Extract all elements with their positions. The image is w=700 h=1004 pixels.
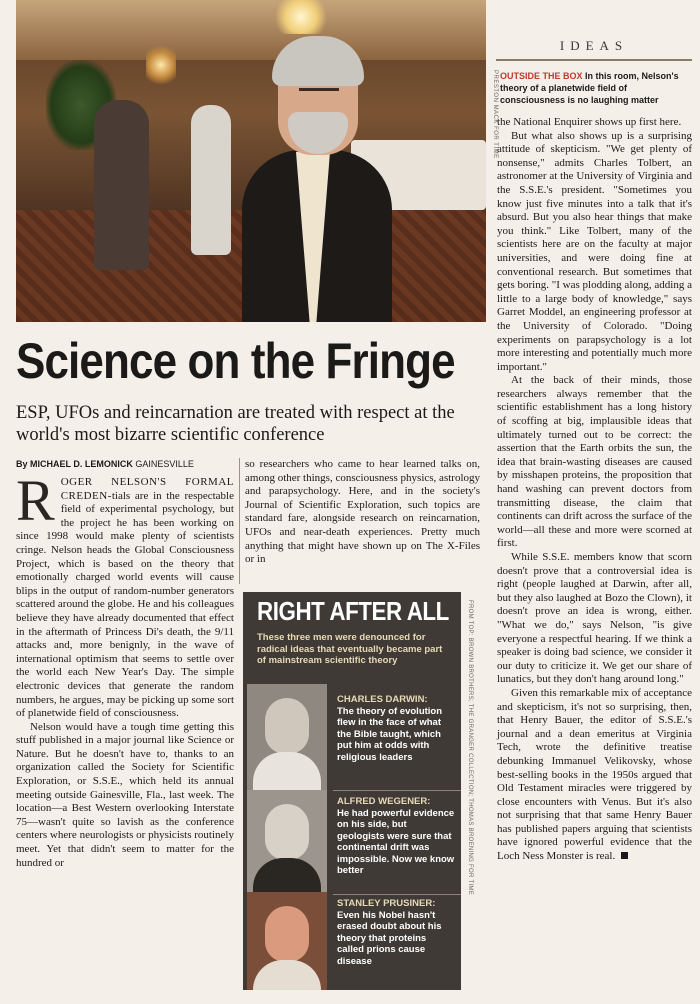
sidebar-person-text <box>337 694 455 763</box>
prusiner-portrait <box>247 892 327 990</box>
sidebar-intro: These three men were denounced for radical ideas that eventually became part of mainstream scientific theory <box>257 632 443 666</box>
wegener-portrait <box>247 790 327 898</box>
section-label: IDEAS <box>559 38 629 53</box>
dek: ESP, UFOs and reincarnation are treated with respect at the world's most bizarre scientific conference <box>16 403 455 445</box>
end-mark <box>621 852 628 859</box>
paragraph: At the back of their minds, those researchers always remember that the scientific establishment has a long history of scoffing at big, implausible ideas that ultimately turned out to be correct: the assertion that the Earth orbits the sun, the idea that brain-wasting diseases are caused by misshapen proteins, the proposition that hand washing can prevent doctors from transmitting disease, the claim that continents can drift across the surface of the world—all these and more were scorned at first. <box>497 374 692 550</box>
background-person <box>191 105 231 255</box>
paragraph: While S.S.E. members know that scorn doesn't prove that a controversial idea is right (people laughed at Darwin, after all, but they also laughed at Bozo the Clown), it doesn't prove an idea is wrong, either. "What we do," says Nelson, "is give everyone a respectful hearing. If we think a speaker is doing bad science, we consider it our duty to criticize it. We get our share of lunatics, but they don't hang around long." <box>497 551 692 686</box>
sidebar-divider <box>333 790 461 791</box>
sidebar-divider <box>333 894 461 895</box>
sidebar-box <box>243 592 461 990</box>
person-name: STANLEY PRUSINER: <box>337 898 436 909</box>
person-description: The theory of evolution flew in the face of what the Bible taught, which put him at odds with religious leaders <box>337 705 443 763</box>
lead-smallcaps: OGER NELSON'S FORMAL CREDEN- <box>60 476 234 502</box>
photo-credit: PRESTON MACK FOR TIME <box>492 70 498 159</box>
sidebar-person-text <box>337 898 455 967</box>
paragraph: Nelson would have a tough time getting this stuff published in a major journal like Science or Nature. But he doesn't have to, thanks to an organization called the Society for Scientific Exploration, or S.S.E., which held its annual meeting outside Gainesville, Fla., last week. The location—a Best Western overlooking Interstate 75—wasn't quite so lavish as the conference centers where neurologists or physicists routinely meet. Yet that didn't seem to matter for the hundred or <box>16 720 234 869</box>
article-column-1 <box>16 468 234 870</box>
byline-author: By MICHAEL D. LEMONICK <box>16 459 133 469</box>
darwin-portrait <box>247 684 327 792</box>
paragraph: But what also shows up is a surprising attitude of skepticism. "We get plenty of nonsense," admits Charles Tolbert, an astronomer at the University of Virginia and the S.S.E.'s president. "Sometimes you know just five minutes into a talk that it's absurd. But you also hear things that make you think." Like Tolbert, many of the scientists here are on the faculty at major universities, and were doing fine at conventional research. But sometimes that gets boring. "I was plodding along, adding a little to a large body of knowledge," says Garret Moddel, an engineering professor at the University of Colorado. "Doing experiments on parapsychology is a lot more interesting and potentially much more important." <box>497 129 692 373</box>
sidebar-person-text <box>337 796 455 877</box>
article-column-3 <box>497 116 692 864</box>
paragraph: the National Enquirer shows up first here. <box>497 116 682 128</box>
lead-paragraph <box>16 468 234 721</box>
hero-photo <box>16 0 486 322</box>
background-person <box>94 100 149 270</box>
lead-text: tials are in the respectable field of experimental psychology, but the project he has been working on since 1998 would make plenty of scientists cringe. Nelson heads the Global Consciousness Project, which is based on the theory that emotionally charged world events will cause blips in the output of random-number generators scattered around the globe. He and his colleagues believe they have already documented that effect in the aftermath of Princess Di's death, the 9/11 attacks and, more benignly, in the wave of international optimism that seems to settle over the world each New Year's Day. The simple electronic devices that generate the random numbers, he argues, may be picking up some sort of planetwide field of consciousness. <box>16 489 234 720</box>
caption-kicker: OUTSIDE THE BOX <box>500 71 583 81</box>
headline: Science on the Fringe <box>16 333 455 389</box>
article-column-2 <box>245 458 480 567</box>
sidebar-photo-credit: FROM TOP: BROWN BROTHERS; THE GRANGER COLLECTION; THOMAS BROENING FOR TIME <box>467 600 473 896</box>
wall-lamp <box>146 45 176 85</box>
chandelier <box>271 0 331 34</box>
column-divider <box>239 458 240 584</box>
person-description: He had powerful evidence on his side, but geologists were sure that continental drift was impossible. Now we know better <box>337 807 455 876</box>
photo-caption <box>500 70 692 106</box>
byline-location: GAINESVILLE <box>135 459 194 469</box>
person-name: CHARLES DARWIN: <box>337 694 428 705</box>
dropcap: R <box>16 468 55 533</box>
paragraph-text: Given this remarkable mix of acceptance and skepticism, it's not so surprising, then, that Henry Bauer, the editor of S.S.E.'s journal and a dean emeritus at Virginia Tech, wrote the definitive treatise debunking Immanuel Velikovsky, whose best-selling books in the 1950s argued that Old Testament miracles were triggered by close encounters with Venus. But it's also not surprising that that same Henry Bauer has published papers arguing that scientists have ignored powerful evidence that the Loch Ness Monster is real. <box>497 686 692 863</box>
person-name: ALFRED WEGENER: <box>337 796 431 807</box>
person-description: Even his Nobel hasn't erased doubt about his theory that proteins called prions cause disease <box>337 909 442 967</box>
caption-text: In this room, Nelson's theory of a planetwide field of consciousness is no laughing matter <box>500 71 679 105</box>
paragraph <box>497 687 692 864</box>
paragraph: so researchers who came to hear learned talks on, among other things, consciousness physics, astrology and parapsychology. Here, and in the society's Journal of Scientific Exploration, such topics are standard fare, alongside research on reincarnation, UFOs and near-death experiences. Pretty much anything that might have shown up on The X-Files or in <box>245 458 480 566</box>
section-rule <box>496 59 692 61</box>
sidebar-title: RIGHT AFTER ALL <box>257 596 449 626</box>
